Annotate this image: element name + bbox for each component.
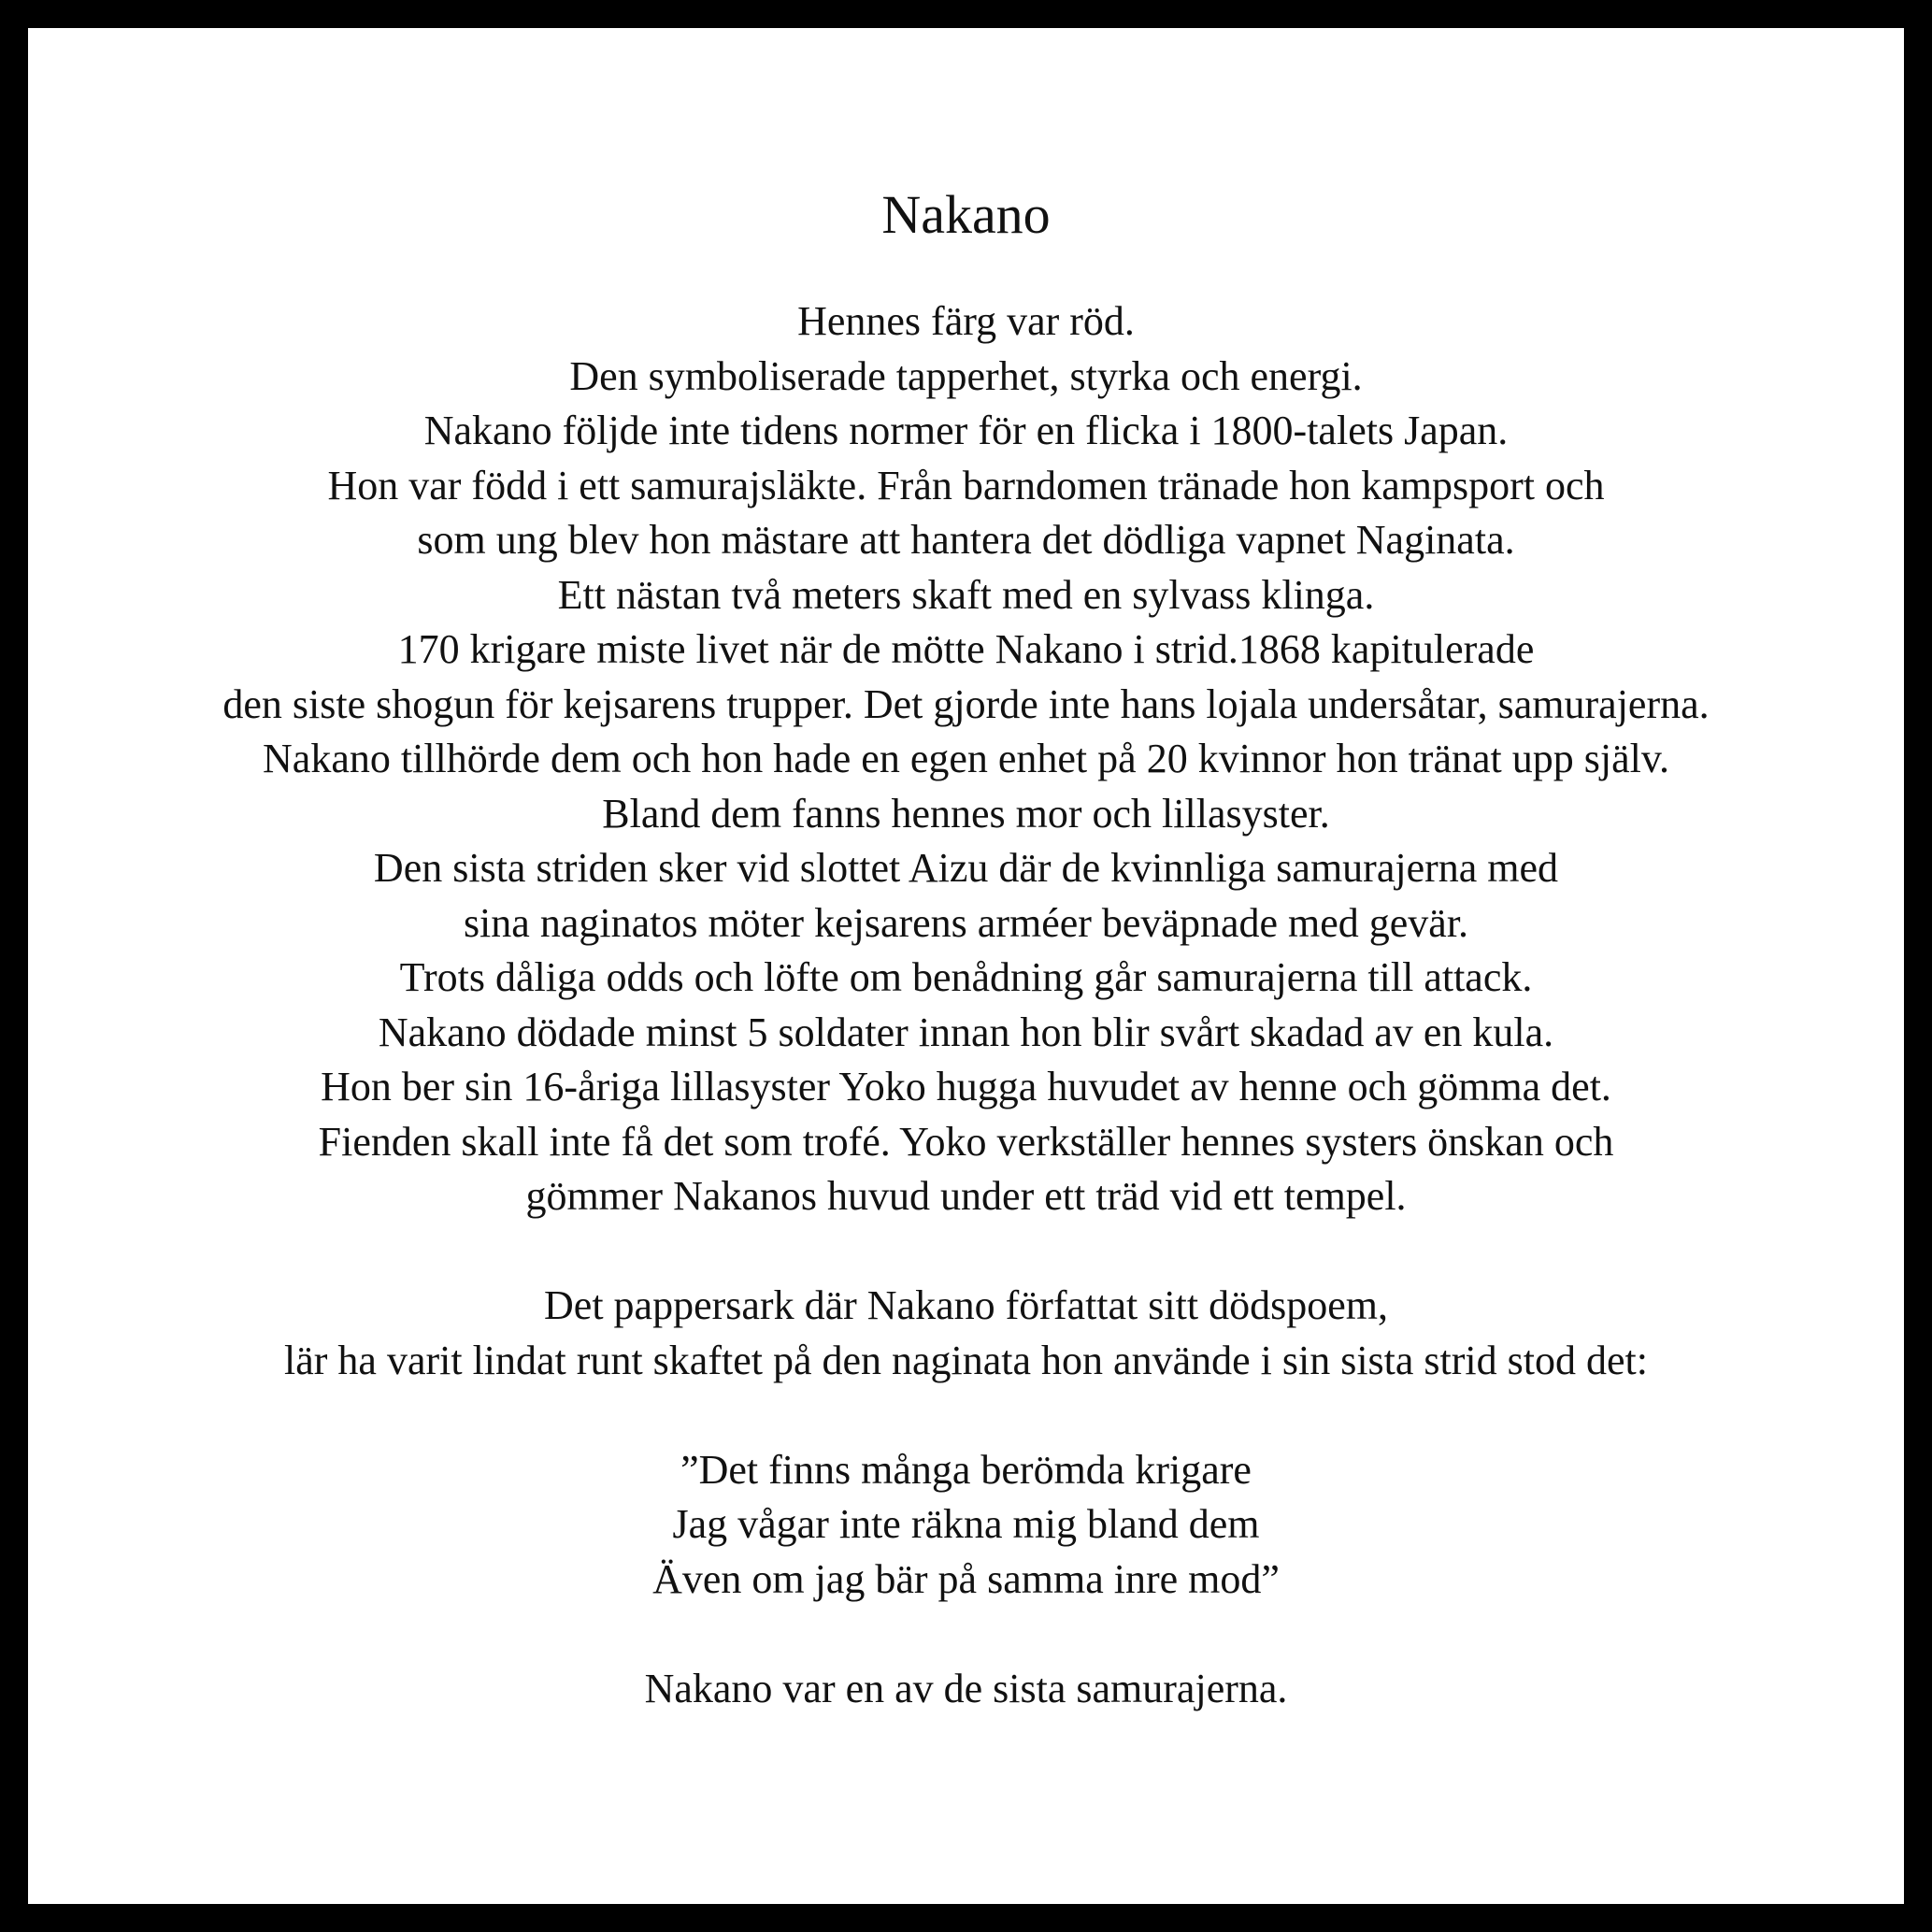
paragraph-4: [28, 1662, 1904, 1717]
text-line: Den symboliserade tapperhet, styrka och energi.: [569, 352, 1363, 399]
document-body: [28, 294, 1904, 1716]
text-line: Nakano följde inte tidens normer för en flicka i 1800-talets Japan.: [423, 408, 1509, 453]
page-title: Nakano: [881, 184, 1051, 245]
text-line: Nakano dödade minst 5 soldater innan hon blir svårt skadad av en kula.: [378, 1009, 1554, 1055]
paragraph-3: [28, 1443, 1904, 1608]
text-line: Nakano var en av de sista samurajerna.: [644, 1665, 1288, 1711]
text-line: sina naginatos möter kejsarens arméer beväpnade med gevär.: [463, 899, 1469, 946]
text-line: Hon var född i ett samurajsläkte. Från barndomen tränade hon kampsport och: [327, 462, 1605, 508]
text-line: den siste shogun för kejsarens trupper. Det gjorde inte hans lojala undersåtar, samurajerna.: [222, 680, 1710, 727]
text-line: Nakano tillhörde dem och hon hade en egen enhet på 20 kvinnor hon tränat upp själv.: [263, 736, 1669, 781]
text-line: lär ha varit lindat runt skaftet på den naginata hon använde i sin sista strid stod det:: [284, 1337, 1648, 1383]
text-line: Den sista striden sker vid slottet Aizu där de kvinnliga samurajerna med: [373, 845, 1559, 891]
paragraph-gap: [28, 1224, 1904, 1280]
paragraph-gap: [28, 1607, 1904, 1662]
text-line: Hennes färg var röd.: [797, 298, 1135, 344]
document-page: [28, 28, 1904, 1904]
text-line: Hon ber sin 16-åriga lillasyster Yoko hugga huvudet av henne och gömma det.: [321, 1064, 1611, 1109]
text-line: Ett nästan två meters skaft med en sylvass klinga.: [557, 571, 1375, 618]
text-line: gömmer Nakanos huvud under ett träd vid ett tempel.: [525, 1173, 1407, 1219]
text-line: Fienden skall inte få det som trofé. Yoko verkställer hennes systers önskan och: [318, 1118, 1614, 1165]
text-line: 170 krigare miste livet när de mötte Nakano i strid.1868 kapitulerade: [397, 626, 1535, 672]
text-line: Även om jag bär på samma inre mod”: [652, 1555, 1280, 1602]
text-line: Trots dåliga odds och löfte om benådning går samurajerna till attack.: [399, 954, 1533, 1000]
text-line: Jag vågar inte räkna mig bland dem: [672, 1501, 1260, 1547]
text-line: Det pappersark där Nakano författat sitt dödspoem,: [544, 1282, 1388, 1328]
paragraph-2: [28, 1279, 1904, 1388]
paragraph-gap: [28, 1388, 1904, 1443]
paragraph-1: [28, 294, 1904, 1224]
text-line: ”Det finns många berömda krigare: [680, 1446, 1252, 1493]
text-line: som ung blev hon mästare att hantera det dödliga vapnet Naginata.: [417, 517, 1515, 563]
text-line: Bland dem fanns hennes mor och lillasyster.: [602, 790, 1330, 837]
